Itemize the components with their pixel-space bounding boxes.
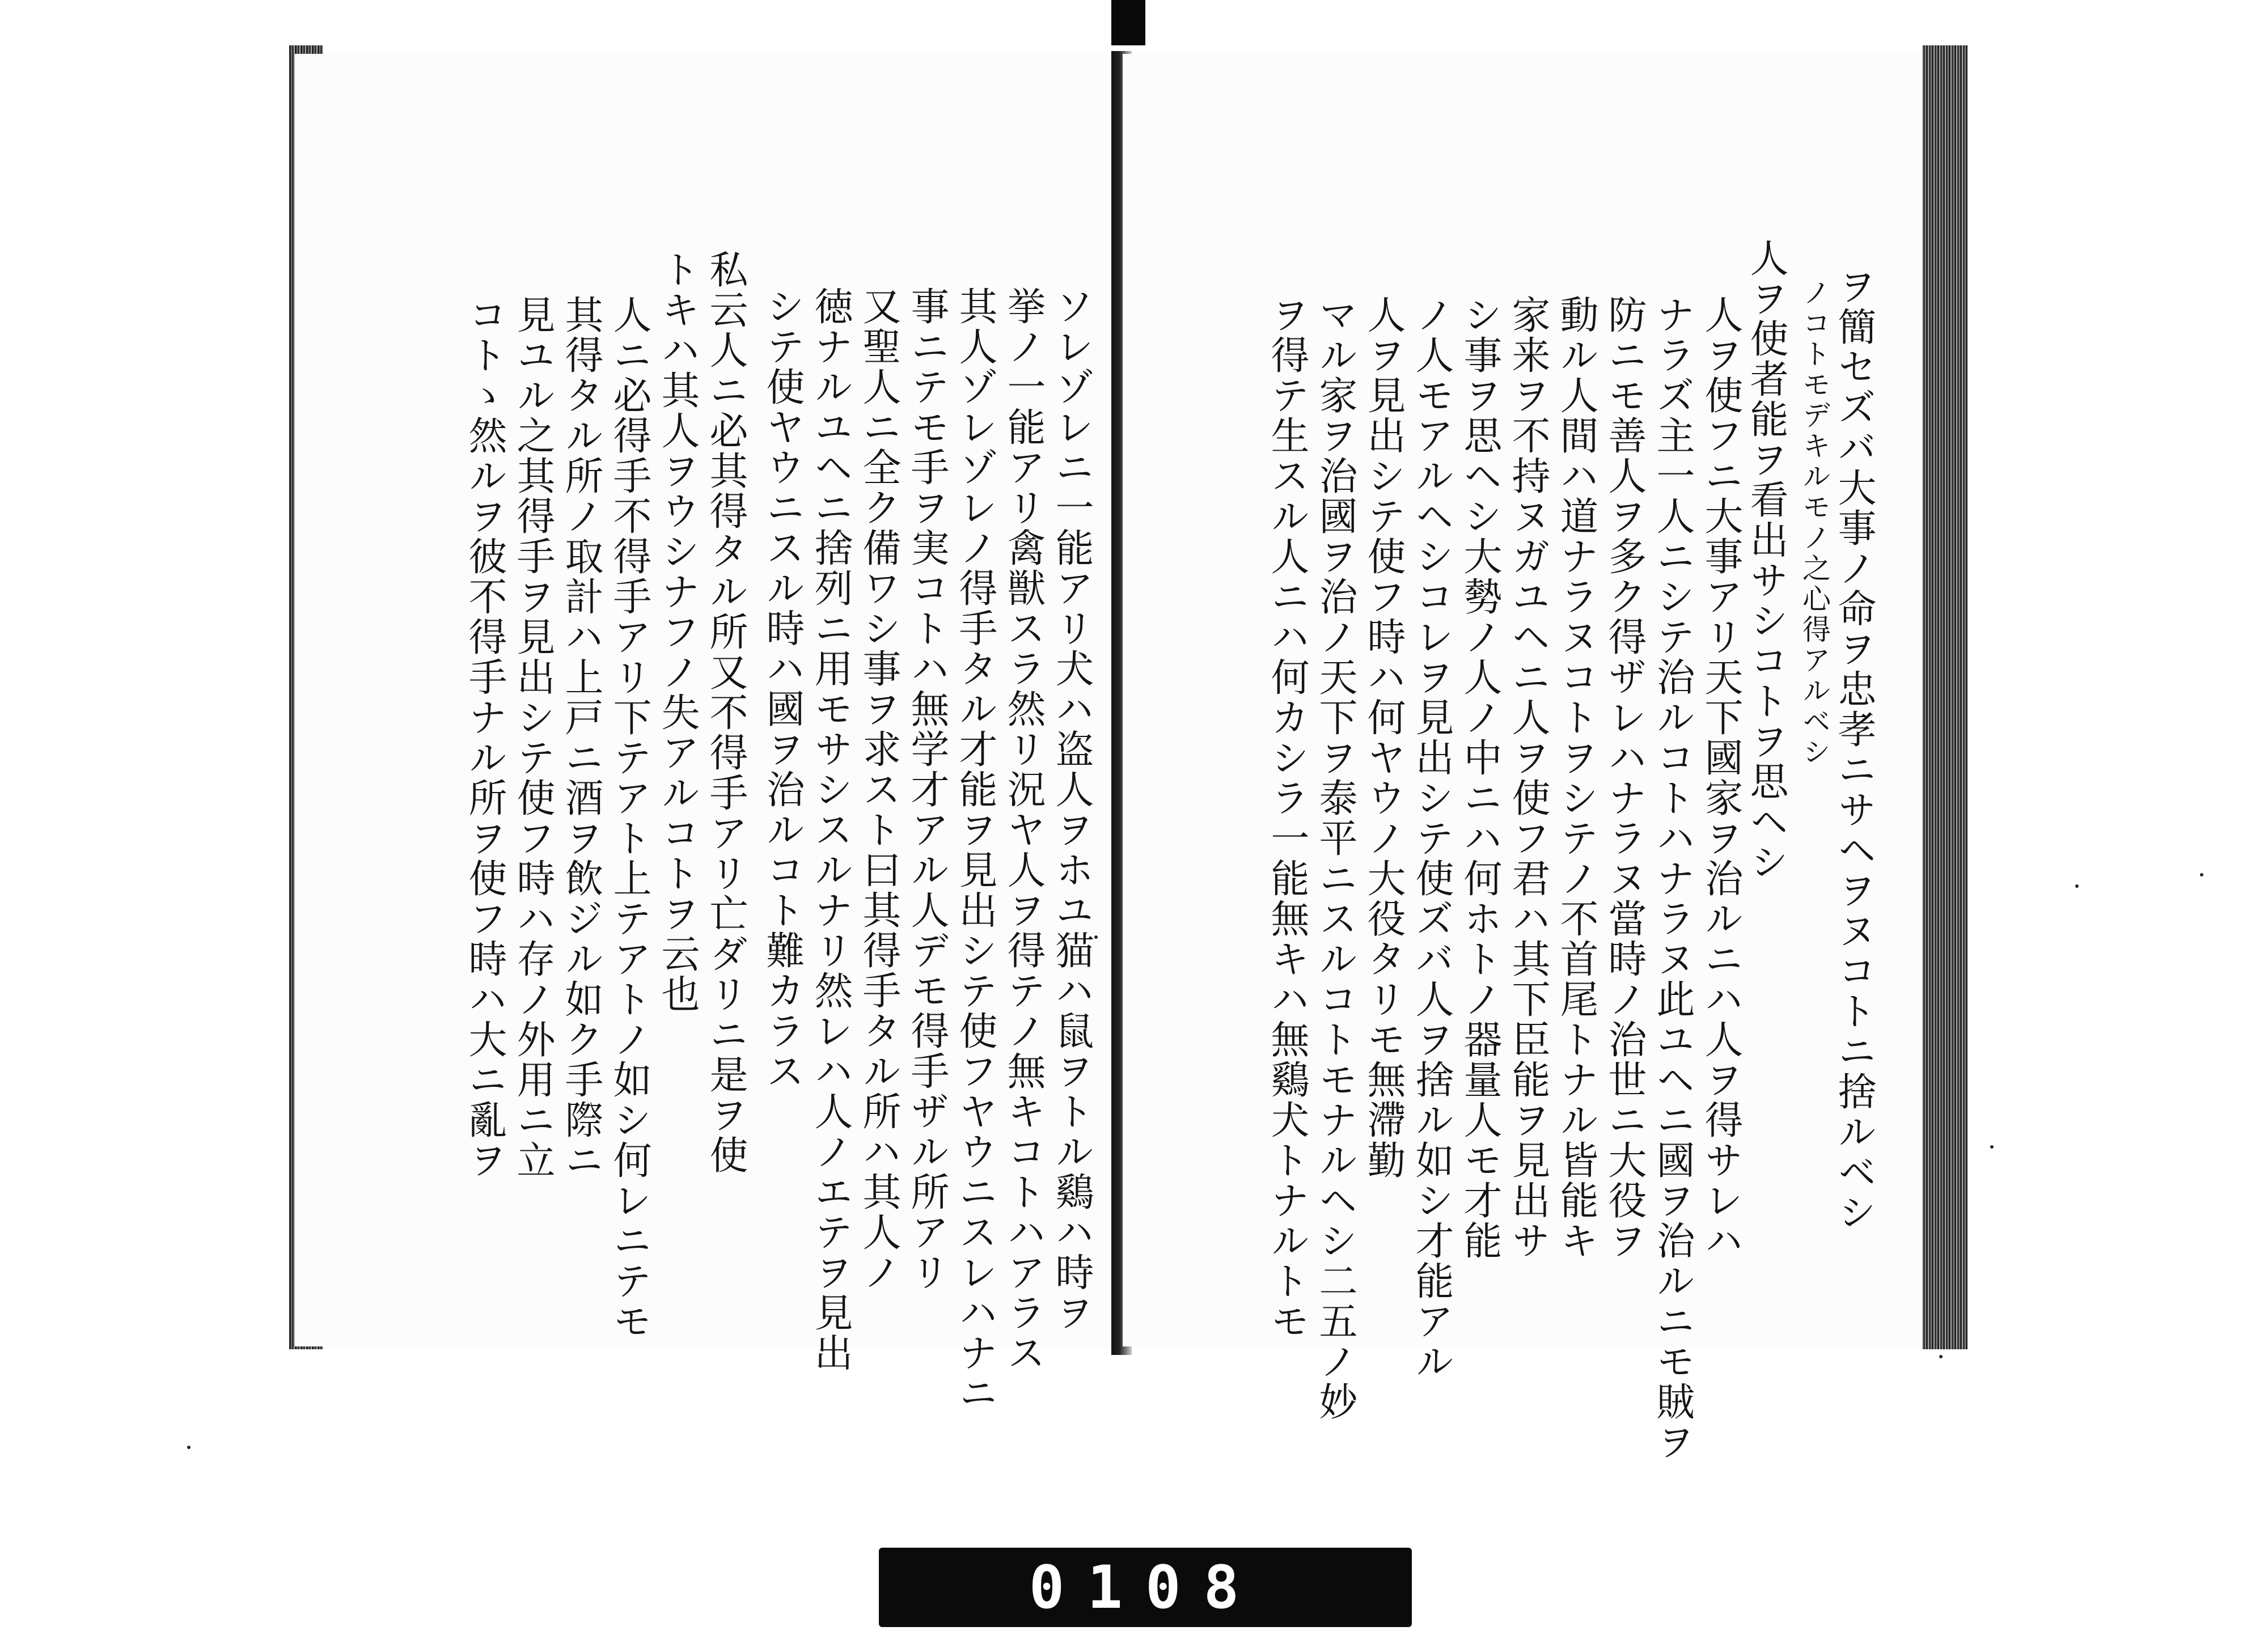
scan-speck (1990, 1145, 1994, 1149)
right-col-6: 防ニモ善人ヲ多ク得ザレハナラヌ當時ノ治世ニ大役ヲ (1602, 295, 1647, 1261)
right-page-edge (1922, 45, 1967, 1349)
right-col-3: 人ヲ使者能ヲ看出サシコトヲ思ヘシ (1744, 238, 1788, 882)
right-col-10: ノ人モアルヘシコレヲ見出シテ使ズバ人ヲ捨ル如シ才能アル (1409, 295, 1454, 1382)
left-col-12: 見ユル之其得手ヲ見出シテ使フ時ハ存ノ外用ニ立 (510, 295, 555, 1180)
scan-speck (1094, 935, 1098, 939)
left-col-11: 其得タル所ノ取計ハ上戸ニ酒ヲ飲ジル如ク手際ニ (558, 295, 603, 1180)
right-col-2: ノコトモデキルモノ之心得アルベシ (1798, 278, 1831, 768)
right-col-8: 家来ヲ不持ヌガユヘニ人ヲ使フ君ハ其下臣能ヲ見出サ (1505, 295, 1550, 1261)
left-col-8: 私云人ニ必其得タル所又不得手アリ亡ダリニ是ヲ使 (703, 249, 748, 1175)
right-col-5: ナラズ主一人ニシテ治ルコトハナラヌ此ユヘニ國ヲ治ルニモ賊ヲ (1650, 295, 1695, 1462)
left-col-5: 又聖人ニ全ク備ワシ事ヲ求スト曰其得手タル所ハ其人ノ (856, 286, 901, 1293)
left-col-10: 人ニ必得手不得手アリ下テアト上テアトノ如シ何レニテモ (607, 295, 651, 1341)
right-col-11: 人ヲ見出シテ使フ時ハ何ヤウノ大役タリモ無滯勤 (1361, 295, 1406, 1180)
right-col-9: シ事ヲ思ヘシ大勢ノ人ノ中ニハ何ホトノ器量人モ才能 (1457, 295, 1502, 1261)
right-col-13: ヲ得テ生スル人ニハ何カシラ一能無キハ無鷄犬トナルトモ (1264, 295, 1309, 1341)
left-col-1: ソレゾレニ一能アリ犬ハ盗人ヲホユ猫ハ鼠ヲトル鷄ハ時ヲ (1049, 286, 1094, 1333)
right-col-1: ヲ簡セズバ大事ノ命ヲ忠孝ニサヘヲヌコトニ捨ルベシ (1831, 266, 1876, 1232)
frame-counter-plate (879, 1548, 1412, 1627)
left-col-3: 其人ゾレゾレノ得手タル才能ヲ見出シテ使フヤウニスレハナニ (953, 286, 997, 1413)
gutter-top-shadow (1111, 0, 1145, 45)
left-col-6: 徳ナルユヘニ捨列ニ用モサシスルナリ然レハ人ノエテヲ見出 (808, 286, 853, 1373)
right-col-7: 動ル人間ハ道ナラヌコトヲシテノ不首尾トナル皆能キ (1554, 295, 1598, 1261)
frame-number: 0108 (1029, 1553, 1262, 1622)
right-col-4: 人ヲ使フニ大事アリ天下國家ヲ治ルニハ人ヲ得サレハ (1698, 295, 1743, 1261)
scan-speck (2200, 873, 2203, 876)
scan-speck (2075, 884, 2079, 888)
left-col-13: コトゝ然ルヲ彼不得手ナル所ヲ使フ時ハ大ニ亂ヲ (462, 295, 507, 1180)
scan-speck (187, 1446, 191, 1449)
left-col-7: シテ使ヤウニスル時ハ國ヲ治ルコト難カラス (760, 286, 805, 1091)
scan-speck (1939, 1355, 1943, 1358)
left-col-9: トキハ其人ヲウシナフノ失アルコトヲ云也 (655, 249, 700, 1014)
left-col-2: 挙ノ一能アリ禽獣スラ然リ況ヤ人ヲ得テノ無キコトハアラス (1001, 286, 1046, 1373)
right-col-12: マル家ヲ治國ヲ治ノ天下ヲ泰平ニスルコトモナルヘシ二五ノ妙 (1313, 295, 1357, 1422)
left-col-4: 事ニテモ手ヲ実コトハ無学才アル人デモ得手ザル所アリ (904, 286, 949, 1293)
